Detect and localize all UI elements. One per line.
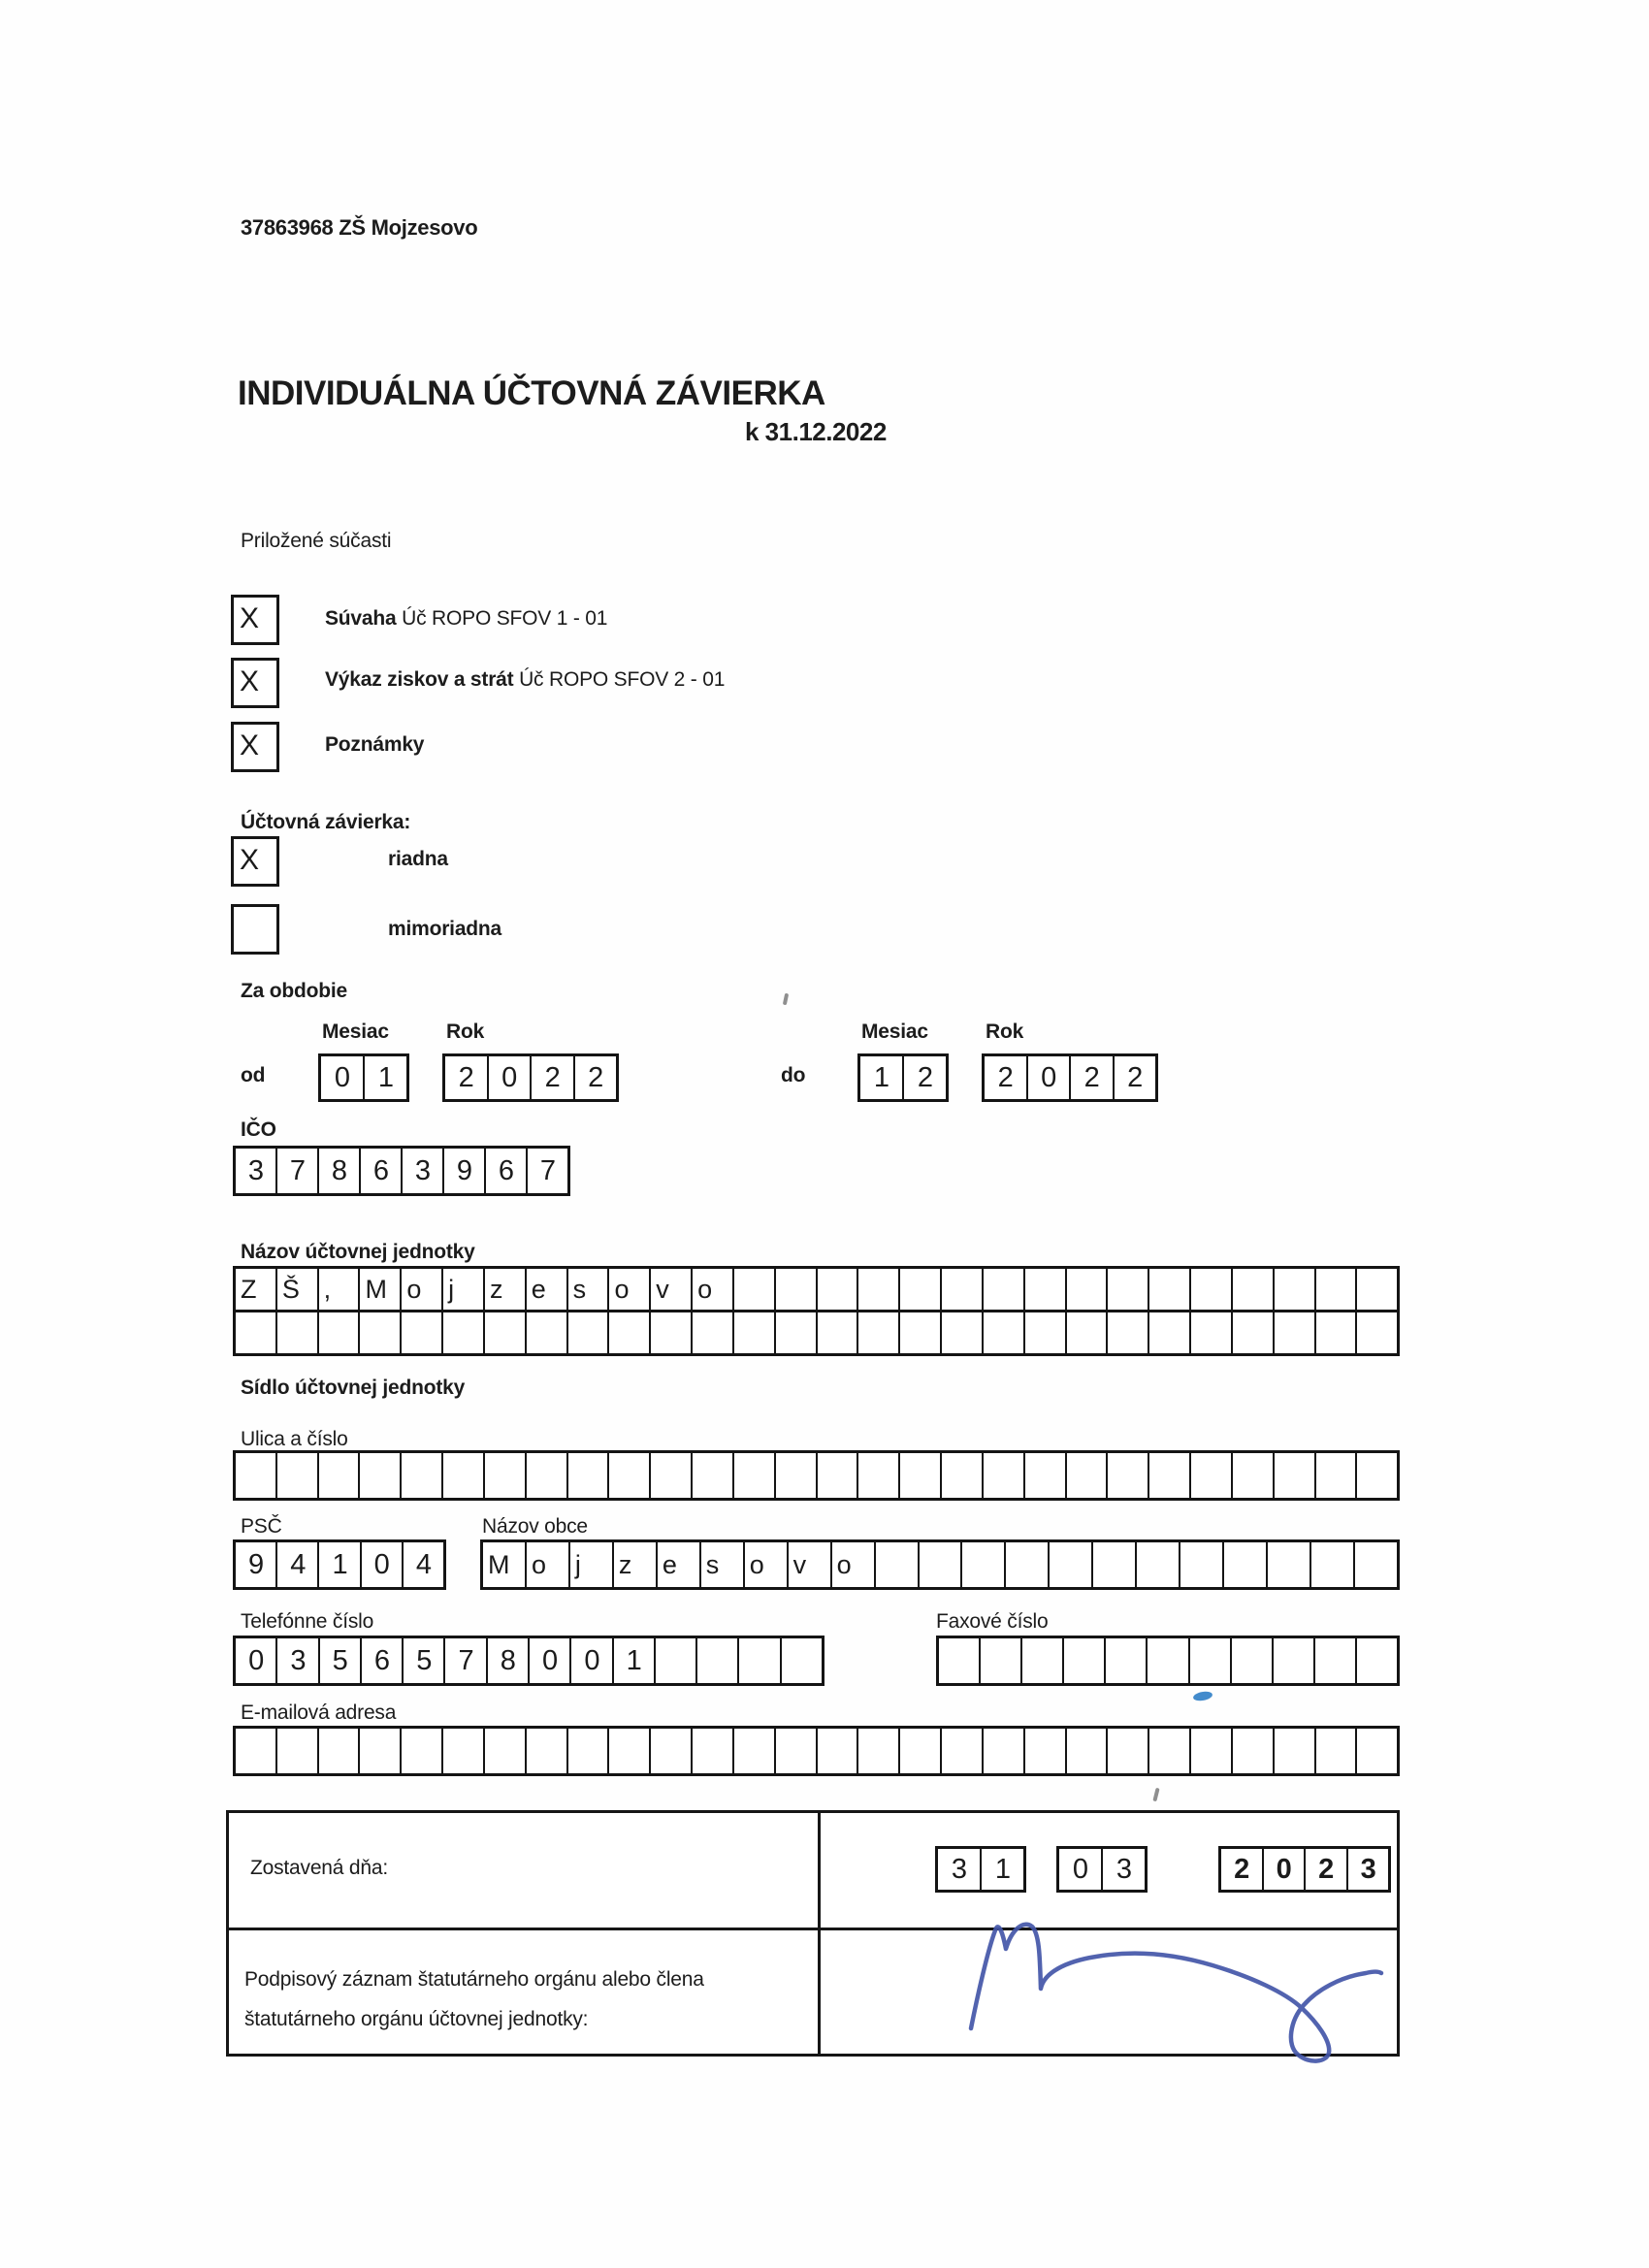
zostavena-mesiac-grid — [1056, 1846, 1148, 1893]
grid-cell: 2 — [445, 1056, 489, 1099]
grid-cell: 0 — [571, 1638, 613, 1683]
period-do-rok-label: Rok — [986, 1021, 1024, 1043]
grid-cell: 2 — [588, 1061, 603, 1093]
grid-cell — [818, 1269, 859, 1310]
grid-cell: 1 — [994, 1853, 1011, 1885]
period-do-label: do — [781, 1064, 806, 1086]
grid-cell — [485, 1312, 527, 1353]
grid-cell: o — [609, 1269, 651, 1310]
grid-cell: 6 — [361, 1149, 403, 1193]
signature — [946, 1907, 1431, 2101]
grid-cell — [1275, 1453, 1316, 1498]
zavierka-heading: Účtovná závierka: — [241, 811, 411, 833]
grid-cell: e — [658, 1542, 701, 1587]
grid-cell — [236, 1453, 277, 1498]
grid-cell — [1191, 1453, 1233, 1498]
grid-cell: 3 — [277, 1638, 319, 1683]
grid-cell — [1357, 1729, 1397, 1773]
zostavena-rok-grid — [1218, 1846, 1391, 1893]
grid-cell: s — [701, 1542, 745, 1587]
grid-cell — [527, 1729, 568, 1773]
grid-cell: 8 — [319, 1149, 361, 1193]
grid-cell — [1137, 1542, 1180, 1587]
grid-cell — [962, 1542, 1006, 1587]
grid-cell — [1233, 1312, 1275, 1353]
grid-cell — [1067, 1729, 1109, 1773]
grid-cell — [1149, 1453, 1191, 1498]
grid-cell — [900, 1729, 942, 1773]
grid-cell — [1316, 1453, 1358, 1498]
checkbox-vykaz — [231, 658, 279, 708]
grid-cell: 7 — [539, 1154, 556, 1186]
grid-cell — [1191, 1729, 1233, 1773]
grid-cell — [900, 1312, 942, 1353]
grid-cell: 2 — [1127, 1061, 1143, 1093]
grid-cell — [568, 1312, 610, 1353]
grid-cell: 0 — [362, 1542, 404, 1587]
grid-cell — [1275, 1269, 1316, 1310]
grid-cell — [319, 1729, 361, 1773]
grid-cell — [609, 1453, 651, 1498]
grid-cell: v — [651, 1269, 693, 1310]
fax-label: Faxové číslo — [936, 1610, 1049, 1633]
ink-mark — [1192, 1690, 1212, 1701]
grid-cell — [1274, 1638, 1315, 1683]
period-od-mesiac-grid — [318, 1053, 409, 1102]
grid-cell: 2 — [1221, 1849, 1264, 1890]
grid-cell — [858, 1453, 900, 1498]
grid-cell — [818, 1312, 859, 1353]
grid-cell — [1067, 1312, 1109, 1353]
grid-cell — [858, 1312, 900, 1353]
grid-cell: M — [483, 1542, 527, 1587]
grid-cell — [1180, 1542, 1224, 1587]
grid-cell — [776, 1269, 818, 1310]
grid-cell — [1022, 1638, 1064, 1683]
grid-cell: 3 — [403, 1149, 444, 1193]
nazov-grid — [233, 1266, 1400, 1356]
grid-cell — [776, 1729, 818, 1773]
grid-cell: 2 — [532, 1056, 575, 1099]
psc-grid — [233, 1539, 446, 1590]
grid-cell — [734, 1312, 776, 1353]
grid-cell: 7 — [445, 1638, 487, 1683]
grid-cell — [568, 1729, 610, 1773]
ulica-grid — [233, 1450, 1400, 1501]
grid-cell: 2 — [1071, 1056, 1115, 1099]
grid-cell — [319, 1453, 361, 1498]
grid-cell: 9 — [236, 1542, 277, 1587]
grid-cell — [1268, 1542, 1311, 1587]
grid-cell — [942, 1312, 984, 1353]
grid-cell: s — [568, 1269, 610, 1310]
grid-cell: 1 — [319, 1542, 361, 1587]
grid-cell — [1316, 1729, 1358, 1773]
grid-cell — [1067, 1453, 1109, 1498]
checkbox-poznamky-mark: X — [240, 729, 260, 761]
grid-cell: 3 — [1360, 1853, 1375, 1885]
grid-cell — [1357, 1312, 1397, 1353]
zostavena-den-grid — [935, 1846, 1026, 1893]
grid-cell — [776, 1453, 818, 1498]
period-do-rok-grid — [982, 1053, 1158, 1102]
grid-cell: 0 — [1264, 1849, 1307, 1890]
grid-cell: j — [570, 1542, 614, 1587]
grid-cell — [277, 1729, 319, 1773]
grid-cell — [984, 1453, 1025, 1498]
grid-cell — [1149, 1269, 1191, 1310]
grid-cell: o — [693, 1269, 734, 1310]
telefon-grid — [233, 1636, 824, 1686]
psc-label: PSČ — [241, 1515, 282, 1538]
grid-cell — [1050, 1542, 1093, 1587]
podpis-label: Podpisový záznam štatutárneho orgánu alebo člena štatutárneho orgánu účtovnej jednotky: — [244, 1968, 704, 2030]
grid-cell — [734, 1269, 776, 1310]
attachment-label-suvaha-bold: Súvaha — [325, 607, 397, 630]
grid-cell: 0 — [1059, 1849, 1103, 1890]
grid-cell: 3 — [938, 1849, 982, 1890]
grid-cell — [876, 1542, 920, 1587]
grid-cell — [1025, 1312, 1067, 1353]
grid-cell: z — [485, 1269, 527, 1310]
scan-speck — [1152, 1788, 1159, 1802]
grid-cell — [1311, 1542, 1355, 1587]
grid-cell: 3 — [1116, 1853, 1132, 1885]
grid-cell — [277, 1312, 319, 1353]
grid-cell: Š — [277, 1269, 319, 1310]
grid-cell: e — [527, 1269, 568, 1310]
email-grid — [233, 1726, 1400, 1776]
grid-cell: 5 — [404, 1638, 445, 1683]
telefon-label: Telefónne číslo — [241, 1610, 374, 1633]
page-subtitle-date: k 31.12.2022 — [745, 417, 887, 446]
email-label: E-mailová adresa — [241, 1701, 397, 1724]
grid-cell — [1190, 1638, 1232, 1683]
fax-grid — [936, 1636, 1400, 1686]
page-title: INDIVIDUÁLNA ÚČTOVNÁ ZÁVIERKA — [238, 374, 825, 412]
grid-cell — [402, 1729, 443, 1773]
grid-cell — [1191, 1269, 1233, 1310]
grid-cell — [1357, 1453, 1397, 1498]
grid-cell — [1025, 1729, 1067, 1773]
grid-cell — [1108, 1453, 1149, 1498]
grid-cell — [1025, 1453, 1067, 1498]
nazov-heading: Názov účtovnej jednotky — [241, 1241, 475, 1263]
grid-cell — [984, 1269, 1025, 1310]
grid-cell — [984, 1312, 1025, 1353]
grid-cell — [739, 1638, 781, 1683]
grid-cell — [1149, 1729, 1191, 1773]
grid-cell: Z — [236, 1269, 277, 1310]
grid-cell: o — [402, 1269, 443, 1310]
grid-cell: 1 — [377, 1061, 394, 1093]
checkbox-suvaha — [231, 595, 279, 645]
checkbox-suvaha-mark: X — [240, 601, 260, 634]
org-header: 37863968 ZŠ Mojzesovo — [241, 215, 478, 240]
grid-cell — [1275, 1729, 1316, 1773]
grid-cell — [651, 1312, 693, 1353]
grid-cell — [1106, 1638, 1148, 1683]
ico-label: IČO — [241, 1118, 276, 1141]
nazov-grid-row1 — [236, 1269, 1397, 1310]
period-od-rok-grid — [442, 1053, 619, 1102]
grid-cell — [1233, 1729, 1275, 1773]
grid-cell — [651, 1729, 693, 1773]
grid-cell — [1357, 1638, 1397, 1683]
grid-cell — [984, 1729, 1025, 1773]
grid-cell: 5 — [320, 1638, 362, 1683]
grid-cell: o — [832, 1542, 876, 1587]
grid-cell — [818, 1453, 859, 1498]
grid-cell — [402, 1453, 443, 1498]
period-od-rok-label: Rok — [446, 1021, 485, 1043]
grid-cell — [360, 1729, 402, 1773]
grid-cell — [1064, 1638, 1106, 1683]
period-do-mesiac-grid — [857, 1053, 949, 1102]
grid-cell: M — [360, 1269, 402, 1310]
grid-cell — [900, 1453, 942, 1498]
grid-cell — [1233, 1453, 1275, 1498]
grid-cell — [568, 1453, 610, 1498]
grid-cell — [1316, 1312, 1358, 1353]
grid-cell: z — [614, 1542, 658, 1587]
grid-cell — [236, 1312, 277, 1353]
grid-cell: 6 — [486, 1149, 528, 1193]
attachments-heading: Priložené súčasti — [241, 530, 392, 552]
grid-cell: 2 — [985, 1056, 1028, 1099]
grid-cell: 1 — [860, 1056, 904, 1099]
grid-cell — [942, 1453, 984, 1498]
grid-cell — [443, 1453, 485, 1498]
ico-grid — [233, 1146, 570, 1196]
grid-cell: 3 — [236, 1149, 277, 1193]
grid-cell — [1316, 1269, 1358, 1310]
attachment-label-vykaz-rest: Úč ROPO SFOV 2 - 01 — [519, 668, 726, 691]
grid-cell — [942, 1729, 984, 1773]
grid-cell — [1355, 1542, 1397, 1587]
checkbox-riadna — [231, 836, 279, 887]
period-heading: Za obdobie — [241, 980, 347, 1002]
grid-cell: 0 — [321, 1056, 365, 1099]
grid-cell — [1025, 1269, 1067, 1310]
grid-cell: 0 — [236, 1638, 277, 1683]
grid-cell: 7 — [277, 1149, 319, 1193]
period-od-label: od — [241, 1064, 266, 1086]
grid-cell — [693, 1453, 734, 1498]
scan-speck — [783, 993, 789, 1006]
sidlo-heading: Sídlo účtovnej jednotky — [241, 1377, 466, 1399]
checkbox-poznamky — [231, 722, 279, 772]
grid-cell — [693, 1312, 734, 1353]
grid-cell: 0 — [530, 1638, 571, 1683]
checkbox-mimoriadna — [231, 904, 279, 955]
signature-stroke — [971, 1925, 1381, 2061]
grid-cell — [1191, 1312, 1233, 1353]
attachment-label-vykaz — [325, 668, 725, 692]
obec-grid — [480, 1539, 1400, 1590]
attachment-label-poznamky: Poznámky — [325, 733, 425, 756]
grid-cell: 8 — [488, 1638, 530, 1683]
grid-cell — [1108, 1729, 1149, 1773]
grid-cell — [443, 1729, 485, 1773]
grid-cell — [1067, 1269, 1109, 1310]
period-od-mesiac-label: Mesiac — [322, 1021, 389, 1043]
grid-cell: v — [789, 1542, 832, 1587]
grid-cell — [527, 1453, 568, 1498]
grid-cell — [734, 1729, 776, 1773]
grid-cell — [818, 1729, 859, 1773]
grid-cell — [1093, 1542, 1137, 1587]
grid-cell — [858, 1269, 900, 1310]
grid-cell — [1275, 1312, 1316, 1353]
grid-cell: 4 — [277, 1542, 319, 1587]
obec-label: Názov obce — [482, 1515, 588, 1538]
grid-cell — [900, 1269, 942, 1310]
grid-cell: 1 — [614, 1638, 656, 1683]
nazov-grid-row2 — [236, 1310, 1397, 1353]
grid-cell — [858, 1729, 900, 1773]
grid-cell — [1224, 1542, 1268, 1587]
grid-cell — [1108, 1312, 1149, 1353]
grid-cell — [693, 1729, 734, 1773]
grid-cell — [981, 1638, 1022, 1683]
attachment-label-suvaha — [325, 607, 607, 631]
grid-cell — [1108, 1269, 1149, 1310]
grid-cell — [920, 1542, 963, 1587]
grid-cell — [443, 1312, 485, 1353]
grid-cell: 0 — [489, 1056, 533, 1099]
grid-cell — [1006, 1542, 1050, 1587]
period-do-mesiac-label: Mesiac — [861, 1021, 928, 1043]
grid-cell — [360, 1453, 402, 1498]
grid-cell: , — [319, 1269, 361, 1310]
grid-cell: 6 — [362, 1638, 404, 1683]
grid-cell — [485, 1453, 527, 1498]
grid-cell — [1315, 1638, 1357, 1683]
grid-cell — [277, 1453, 319, 1498]
grid-cell: o — [527, 1542, 570, 1587]
grid-cell — [319, 1312, 361, 1353]
grid-cell — [734, 1453, 776, 1498]
grid-cell — [609, 1312, 651, 1353]
grid-cell — [651, 1453, 693, 1498]
attachment-label-suvaha-rest: Úč ROPO SFOV 1 - 01 — [402, 607, 608, 630]
grid-cell — [1148, 1638, 1189, 1683]
grid-cell — [1233, 1269, 1275, 1310]
grid-cell — [939, 1638, 981, 1683]
grid-cell — [609, 1729, 651, 1773]
grid-cell: 9 — [444, 1149, 486, 1193]
grid-cell — [1232, 1638, 1274, 1683]
grid-cell: 2 — [917, 1061, 933, 1093]
grid-cell — [776, 1312, 818, 1353]
grid-cell — [527, 1312, 568, 1353]
grid-cell — [236, 1729, 277, 1773]
zavierka-label-mimoriadna: mimoriadna — [388, 918, 502, 940]
grid-cell — [402, 1312, 443, 1353]
grid-cell — [942, 1269, 984, 1310]
grid-cell — [1357, 1269, 1397, 1310]
zavierka-label-riadna: riadna — [388, 848, 448, 870]
grid-cell — [656, 1638, 697, 1683]
grid-cell — [1149, 1312, 1191, 1353]
grid-cell — [360, 1312, 402, 1353]
ulica-label: Ulica a číslo — [241, 1428, 348, 1450]
grid-cell: 2 — [1306, 1849, 1348, 1890]
grid-cell: 0 — [1028, 1056, 1072, 1099]
checkbox-vykaz-mark: X — [240, 664, 260, 697]
zostavena-label: Zostavená dňa: — [250, 1857, 388, 1879]
grid-cell: j — [443, 1269, 485, 1310]
grid-cell — [697, 1638, 739, 1683]
grid-cell: o — [745, 1542, 789, 1587]
grid-cell — [782, 1638, 822, 1683]
grid-cell: 4 — [415, 1548, 431, 1580]
checkbox-riadna-mark: X — [240, 843, 260, 876]
attachment-label-vykaz-bold: Výkaz ziskov a strát — [325, 668, 514, 691]
grid-cell — [485, 1729, 527, 1773]
